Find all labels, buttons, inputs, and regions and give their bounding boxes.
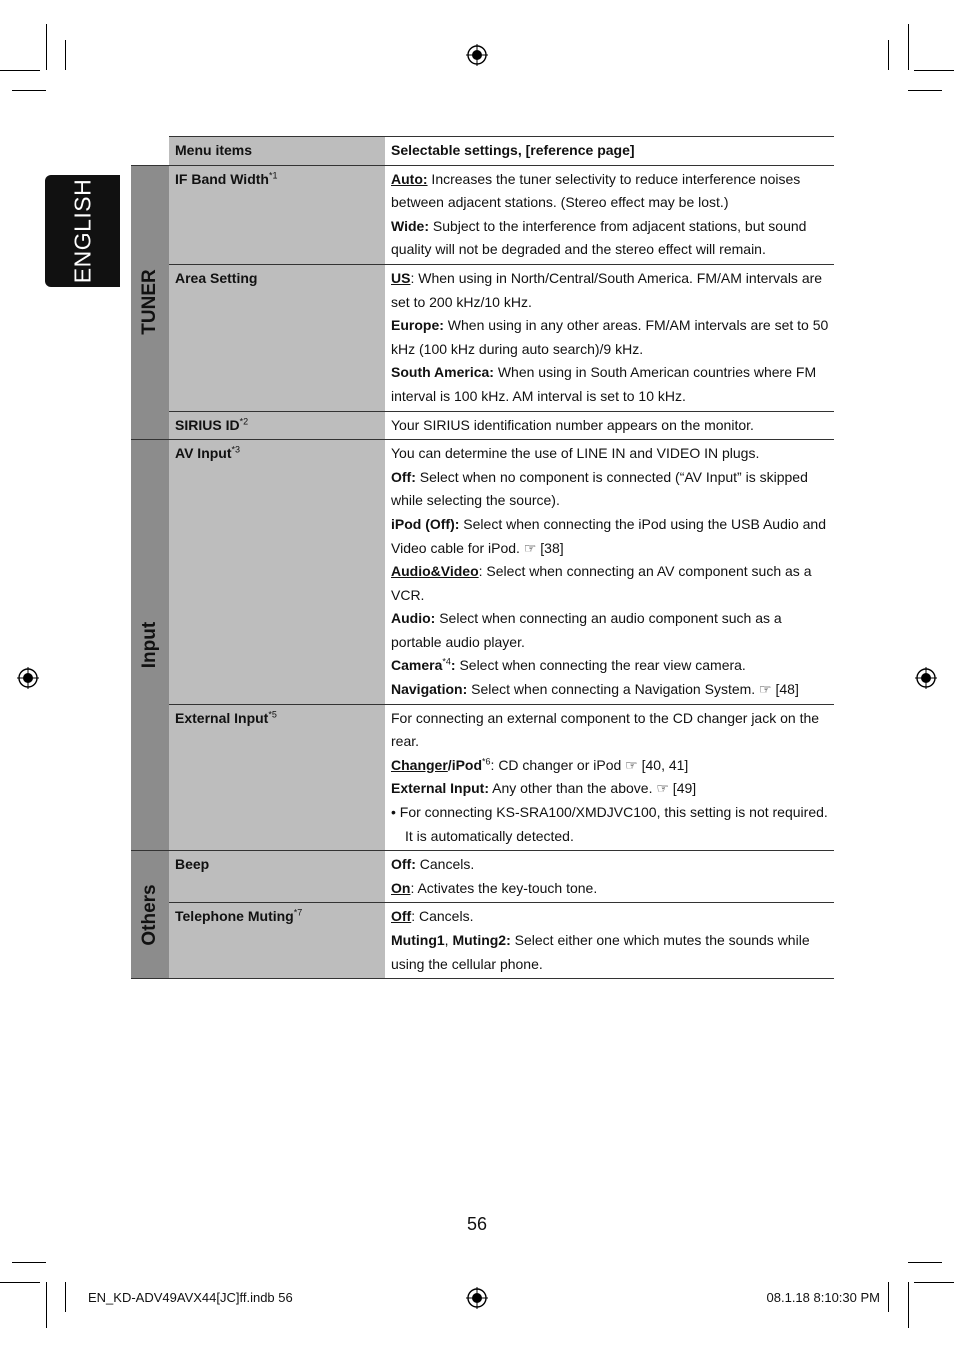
header-menu-items: Menu items	[169, 137, 385, 166]
table-header-row	[131, 137, 834, 166]
settings-cell	[385, 165, 834, 264]
registration-mark-icon	[915, 667, 937, 689]
setting-text: Increases the tuner selectivity to reduce interference noises between adjacent stations. (Stereo effect may be lost.)	[391, 170, 801, 211]
setting-line	[391, 678, 829, 702]
menu-item-cell	[169, 851, 385, 903]
setting-text: : When using in North/Central/South America. FM/AM intervals are set to 200 kHz/10 kHz.	[391, 269, 823, 310]
setting-line	[391, 929, 829, 976]
setting-key: Changer	[391, 756, 448, 773]
setting-text: Subject to the interference from adjacent stations, but sound quality will not be degraded and the stereo effect will remain.	[391, 217, 807, 258]
setting-key: Off	[391, 908, 412, 925]
setting-line	[391, 168, 829, 215]
setting-key: Audio:	[391, 610, 436, 627]
menu-item-label: Area Setting	[175, 269, 258, 286]
setting-text: Your SIRIUS identification number appears on the monitor.	[391, 416, 754, 433]
setting-key: External Input:	[391, 780, 490, 797]
category-label: Others	[139, 884, 161, 946]
setting-line	[391, 466, 829, 513]
table-row-external-input	[131, 704, 834, 851]
setting-line	[391, 215, 829, 262]
table-row-area-setting	[131, 264, 834, 411]
header-blank-cell	[131, 137, 169, 166]
language-tab	[45, 175, 120, 287]
category-others	[131, 851, 169, 979]
setting-key: Navigation:	[391, 681, 468, 698]
setting-intro: For connecting an external component to the CD changer jack on the rear.	[391, 709, 820, 750]
footer-datetime: 08.1.18 8:10:30 PM	[766, 1290, 880, 1305]
setting-line	[391, 267, 829, 314]
setting-line	[391, 877, 829, 901]
footnote-ref: *4	[442, 656, 451, 667]
setting-key: Off:	[391, 856, 416, 873]
category-input	[131, 440, 169, 851]
setting-key: Muting2:	[452, 932, 511, 948]
menu-item-cell	[169, 440, 385, 705]
menu-item-label: SIRIUS ID	[175, 416, 240, 433]
category-label: TUNER	[139, 269, 161, 336]
setting-line	[391, 607, 829, 654]
setting-text: : Cancels.	[411, 908, 474, 925]
footnote-ref: *7	[293, 907, 303, 918]
setting-line	[391, 560, 829, 607]
setting-text: : Select when connecting an AV component such as a VCR.	[391, 563, 812, 603]
footnote-ref: *2	[239, 415, 249, 426]
setting-key: Wide:	[391, 217, 429, 234]
page-number: 56	[466, 1214, 488, 1234]
menu-item-cell	[169, 264, 385, 411]
settings-cell	[385, 704, 834, 851]
table-row-beep	[131, 851, 834, 903]
table-row-if-band-width	[131, 165, 834, 264]
setting-key: US	[391, 269, 411, 286]
setting-text: Any other than the above. ☞ [49]	[489, 780, 697, 797]
setting-key: Muting1	[391, 932, 445, 948]
setting-key: iPod (Off):	[391, 515, 460, 532]
language-tab-label: ENGLISH	[69, 178, 95, 284]
setting-key: Off:	[391, 468, 416, 485]
footnote-ref: *1	[268, 169, 278, 180]
setting-text: Select when connecting the rear view camera.	[455, 657, 746, 674]
setting-line	[391, 853, 829, 877]
footnote-ref: *3	[231, 444, 241, 455]
setting-text: Select when connecting a Navigation System. ☞ [48]	[467, 681, 799, 698]
footnote-ref: *5	[268, 709, 277, 719]
menu-item-label: External Input	[175, 709, 269, 726]
setting-line	[391, 314, 829, 361]
setting-text: Select either one which mutes the sounds while using the cellular phone.	[391, 932, 810, 972]
registration-mark-icon	[466, 44, 488, 66]
setting-key: Audio&Video	[391, 563, 479, 580]
setting-note: • For connecting KS-SRA100/XMDJVC100, this setting is not required. It is automatically detected.	[391, 804, 828, 844]
setting-key: /	[447, 756, 452, 773]
menu-item-cell	[169, 704, 385, 851]
setting-key: iPod	[451, 756, 483, 773]
setting-intro: You can determine the use of LINE IN and VIDEO IN plugs.	[391, 445, 760, 462]
setting-line	[391, 361, 829, 408]
setting-key: :	[450, 657, 456, 674]
setting-line	[391, 777, 829, 801]
menu-item-label: IF Band Width	[175, 170, 269, 187]
setting-text: ,	[444, 932, 453, 948]
table-row-sirius-id	[131, 411, 834, 440]
menu-item-label: Telephone Muting	[175, 908, 294, 925]
setting-line	[391, 754, 829, 778]
setting-text: When using in South American countries where FM interval is 100 kHz. AM interval is set to 10 kHz.	[391, 364, 817, 404]
header-selectable-settings: Selectable settings, [reference page]	[385, 137, 834, 166]
setting-key: Camera	[391, 657, 443, 674]
setting-text: : CD changer or iPod ☞ [40, 41]	[490, 756, 689, 773]
footer-file-name: EN_KD-ADV49AVX44[JC]ff.indb 56	[88, 1290, 293, 1305]
footnote-ref: *6	[482, 756, 491, 767]
settings-cell	[385, 411, 834, 440]
setting-text: Cancels.	[415, 856, 475, 873]
category-tuner	[131, 165, 169, 440]
menu-item-cell	[169, 411, 385, 440]
menu-item-cell	[169, 903, 385, 979]
menu-item-label: AV Input	[175, 445, 232, 462]
setting-line	[391, 905, 829, 929]
category-label: Input	[139, 621, 161, 669]
menu-item-cell	[169, 165, 385, 264]
settings-cell	[385, 440, 834, 705]
setting-text: When using in any other areas. FM/AM intervals are set to 50 kHz (100 kHz during auto search)/9 kHz.	[391, 317, 829, 357]
setting-key: On	[391, 879, 411, 896]
setting-text: Select when connecting an audio component such as a portable audio player.	[391, 610, 782, 650]
setting-text: Select when connecting the iPod using the USB Audio and Video cable for iPod. ☞ [38]	[391, 515, 827, 556]
table-row-av-input	[131, 440, 834, 705]
settings-cell	[385, 851, 834, 903]
setting-key: Auto:	[391, 170, 428, 187]
setting-line	[391, 513, 829, 560]
registration-mark-icon	[466, 1287, 488, 1309]
setting-key: Europe:	[391, 317, 444, 334]
settings-cell	[385, 903, 834, 979]
setting-text: : Activates the key-touch tone.	[410, 879, 598, 896]
settings-table	[131, 136, 834, 979]
registration-mark-icon	[17, 667, 39, 689]
menu-item-label: Beep	[175, 856, 210, 873]
table-row-telephone-muting	[131, 903, 834, 979]
settings-cell	[385, 264, 834, 411]
setting-text: Select when no component is connected (“AV Input” is skipped while selecting the source).	[391, 468, 808, 509]
setting-line	[391, 654, 829, 678]
setting-key: South America:	[391, 364, 494, 381]
